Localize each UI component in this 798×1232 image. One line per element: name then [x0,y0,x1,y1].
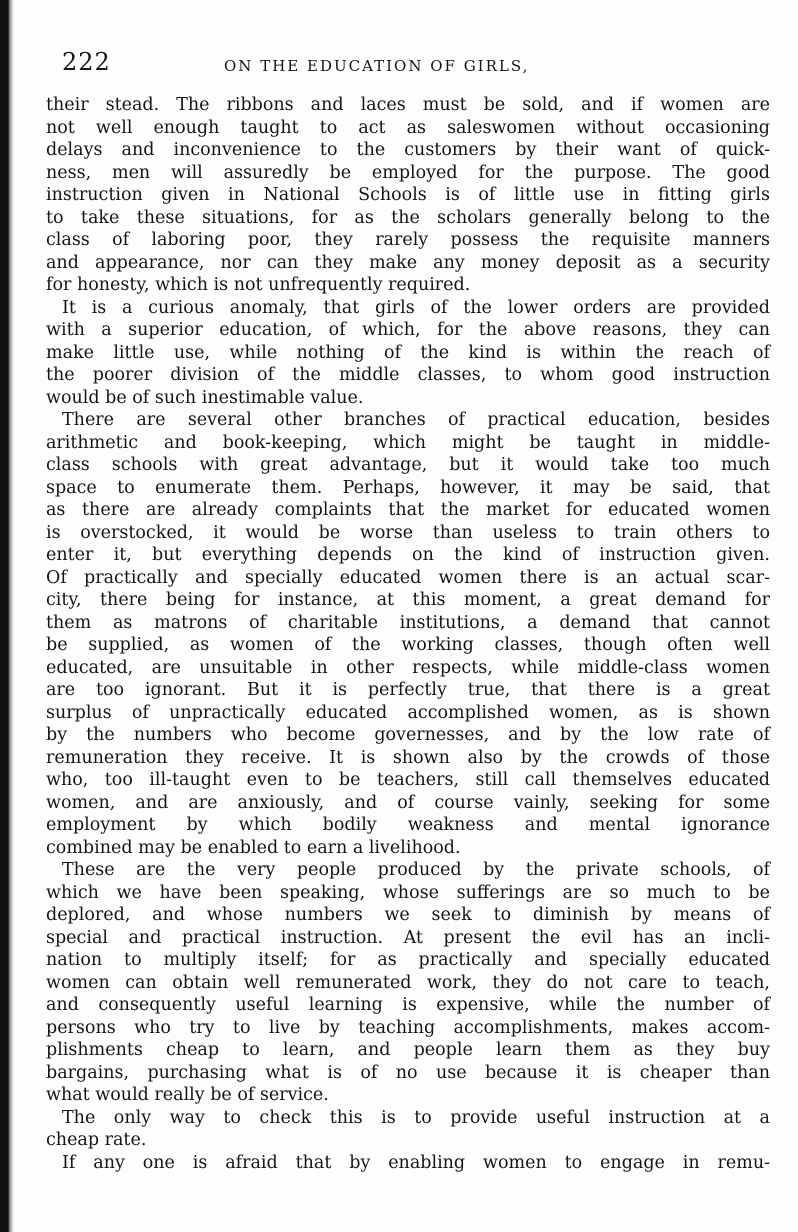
text-line: special and practical instruction. At present the evil has an incli- [46,927,770,948]
body-text [46,94,770,1174]
running-title: ON THE EDUCATION OF GIRLS, [224,57,530,75]
text-line: with a superior education, of which, for the above reasons, they can [46,320,770,340]
text-line: delays and inconvenience to the customers by their want of quick- [46,140,770,160]
page-header [62,48,752,78]
text-line: nation to multiply itself; for as practically and specially educated [46,950,770,970]
text-line: educated, are unsuitable in other respects, while middle-class women [46,657,770,678]
text-line: women, and are anxiously, and of course vainly, seeking for some [46,792,770,813]
page-number: 222 [62,48,111,76]
text-line: persons who try to live by teaching accomplishments, makes accom- [46,1017,770,1038]
text-line: enter it, but everything depends on the kind of instruction given. [46,545,770,565]
paragraph-start-line: There are several other branches of practical education, besides [62,410,770,430]
text-line: who, too ill-taught even to be teachers, still call themselves educated [46,770,770,790]
paragraph-start-line: The only way to check this is to provide useful instruction at a [62,1107,770,1128]
text-line: instruction given in National Schools is of little use in fitting girls [46,185,770,205]
text-line: not well enough taught to act as saleswomen without occasioning [46,117,770,138]
text-line: and appearance, nor can they make any money deposit as a security [46,252,770,273]
text-line: city, there being for instance, at this moment, a great demand for [46,590,770,610]
text-line: what would really be of service. [46,1085,329,1105]
text-line: which we have been speaking, whose sufferings are so much to be [46,882,770,903]
text-line: by the numbers who become governesses, and by the low rate of [46,725,770,745]
text-line: ness, men will assuredly be employed for the purpose. The good [46,162,770,183]
paragraph-start-line: It is a curious anomaly, that girls of the lower orders are provided [62,297,770,318]
text-line: and consequently useful learning is expensive, while the number of [46,995,770,1015]
text-line: class of laboring poor, they rarely possess the requisite manners [46,230,770,250]
text-line: space to enumerate them. Perhaps, however, it may be said, that [46,477,770,498]
text-line: plishments cheap to learn, and people learn them as they buy [46,1040,770,1060]
text-line: employment by which bodily weakness and mental ignorance [46,815,770,835]
text-line: them as matrons of charitable institutions, a demand that cannot [46,612,770,633]
paragraph-start-line: These are the very people produced by the private schools, of [62,860,770,880]
text-line: is overstocked, it would be worse than useless to train others to [46,522,770,543]
text-line: as there are already complaints that the market for educated women [46,500,770,520]
book-spine-edge [0,0,14,1232]
text-line: bargains, purchasing what is of no use because it is cheaper than [46,1062,770,1083]
text-line: the poorer division of the middle classes, to whom good instruction [46,365,770,385]
text-line: would be of such inestimable value. [46,387,364,408]
text-line: to take these situations, for as the scholars generally belong to the [46,207,770,228]
text-line: surplus of unpractically educated accomplished women, as is shown [46,702,770,723]
text-line: remuneration they receive. It is shown also by the crowds of those [46,747,770,768]
text-line: their stead. The ribbons and laces must be sold, and if women are [46,95,770,115]
text-line: for honesty, which is not unfrequently required. [46,275,471,295]
text-line: are too ignorant. But it is perfectly true, that there is a great [46,680,770,700]
text-line: women can obtain well remunerated work, they do not care to teach, [46,972,770,993]
text-line: arithmetic and book-keeping, which might be taught in middle- [46,432,770,453]
text-line: class schools with great advantage, but it would take too much [46,455,770,475]
text-line: Of practically and specially educated women there is an actual scar- [46,567,770,588]
text-line: make little use, while nothing of the kind is within the reach of [46,342,770,363]
text-line: combined may be enabled to earn a livelihood. [46,837,461,858]
text-line: cheap rate. [46,1130,147,1150]
text-line: deplored, and whose numbers we seek to diminish by means of [46,905,770,925]
paragraph-start-line: If any one is afraid that by enabling women to engage in remu- [62,1152,770,1173]
text-line: be supplied, as women of the working classes, though often well [46,635,770,655]
